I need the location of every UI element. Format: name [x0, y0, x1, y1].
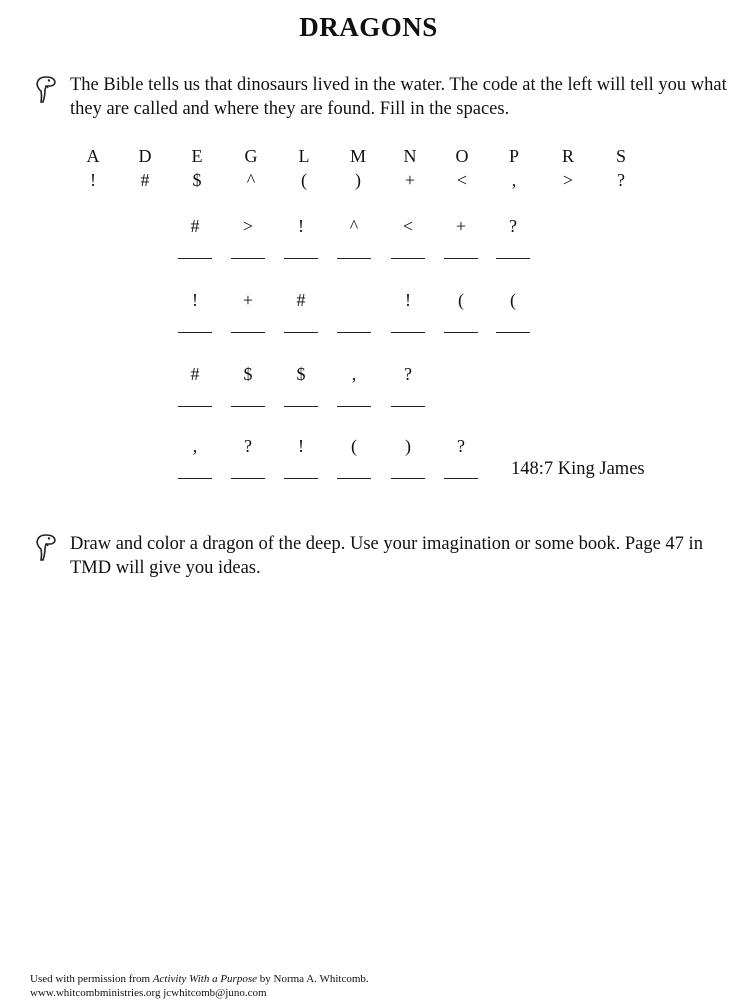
puzzle-symbol: #: [190, 216, 200, 236]
key-letter: G: [244, 146, 258, 166]
answer-blank[interactable]: [391, 406, 425, 407]
answer-blank[interactable]: [337, 406, 371, 407]
answer-blank[interactable]: [231, 406, 265, 407]
key-symbol: >: [562, 170, 574, 190]
answer-blank[interactable]: [284, 478, 318, 479]
key-letter: E: [191, 146, 203, 166]
footer-credit: [30, 973, 369, 986]
footer-suffix: by Norma A. Whitcomb.: [257, 973, 369, 985]
key-letter: N: [403, 146, 417, 166]
answer-blank[interactable]: [231, 258, 265, 259]
key-symbol: !: [90, 170, 96, 190]
key-letter: P: [508, 146, 519, 166]
key-symbol: <: [456, 170, 468, 190]
answer-blank[interactable]: [178, 406, 212, 407]
puzzle-symbol: ,: [351, 364, 357, 384]
puzzle-symbol: (: [351, 436, 357, 456]
answer-blank[interactable]: [284, 332, 318, 333]
key-letter: D: [138, 146, 152, 166]
answer-blank[interactable]: [337, 478, 371, 479]
puzzle-symbol: >: [242, 216, 254, 236]
answer-blank[interactable]: [391, 332, 425, 333]
puzzle-symbol: !: [298, 216, 304, 236]
puzzle-symbol: ?: [509, 216, 517, 236]
answer-blank[interactable]: [337, 332, 371, 333]
key-symbol: ,: [511, 170, 517, 190]
dinosaur-icon: [34, 532, 58, 562]
answer-blank[interactable]: [337, 258, 371, 259]
code-key-symbols: [0, 170, 737, 200]
answer-blank[interactable]: [284, 258, 318, 259]
footer-book-title: Activity With a Purpose: [152, 973, 258, 985]
puzzle-symbol: !: [298, 436, 304, 456]
footer-contact: www.whitcombministries.org jcwhitcomb@juno.com: [30, 987, 267, 999]
puzzle-symbol: ^: [349, 216, 359, 236]
puzzle-symbol: (: [458, 290, 464, 310]
answer-blank[interactable]: [178, 478, 212, 479]
puzzle-symbol: ?: [404, 364, 412, 384]
key-symbol: $: [192, 170, 202, 190]
instruction-draw: Draw and color a dragon of the deep. Use your imagination or some book. Page 47 in TMD will give you ideas.: [70, 534, 703, 578]
puzzle-symbol: #: [296, 290, 306, 310]
footer-prefix: Used with permission from: [30, 973, 153, 985]
key-symbol: ): [355, 170, 361, 190]
puzzle-symbol: +: [242, 290, 254, 310]
key-symbol: ^: [246, 170, 256, 190]
answer-blank[interactable]: [178, 332, 212, 333]
answer-blank[interactable]: [444, 332, 478, 333]
puzzle-symbol: $: [296, 364, 306, 384]
key-letter: A: [86, 146, 100, 166]
puzzle-symbol: (: [510, 290, 516, 310]
key-symbol: #: [140, 170, 150, 190]
puzzle-symbol: ?: [244, 436, 252, 456]
answer-blank[interactable]: [231, 332, 265, 333]
key-letter: M: [349, 146, 366, 166]
key-letter: R: [561, 146, 574, 166]
key-symbol: (: [301, 170, 307, 190]
page-title: DRAGONS: [299, 12, 438, 42]
answer-blank[interactable]: [391, 478, 425, 479]
puzzle-symbol: !: [405, 290, 411, 310]
dinosaur-icon: [34, 74, 58, 104]
key-letter: S: [615, 146, 626, 166]
puzzle-symbol: ,: [192, 436, 198, 456]
puzzle-symbol: !: [192, 290, 198, 310]
answer-blank[interactable]: [496, 258, 530, 259]
puzzle-symbol: ?: [457, 436, 465, 456]
answer-blank[interactable]: [444, 258, 478, 259]
answer-blank[interactable]: [231, 478, 265, 479]
puzzle-symbol: $: [243, 364, 253, 384]
puzzle-symbol: ): [405, 436, 411, 456]
answer-blank[interactable]: [284, 406, 318, 407]
key-letter: O: [455, 146, 469, 166]
key-letter: L: [298, 146, 310, 166]
key-symbol: +: [404, 170, 416, 190]
instruction-code: The Bible tells us that dinosaurs lived in the water. The code at the left will tell you what they are called and where they are found. Fill in the spaces.: [70, 75, 727, 119]
answer-blank[interactable]: [496, 332, 530, 333]
answer-blank[interactable]: [178, 258, 212, 259]
answer-blank[interactable]: [444, 478, 478, 479]
puzzle-symbol: +: [455, 216, 467, 236]
scripture-reference: 148:7 King James: [511, 459, 645, 479]
answer-blank[interactable]: [391, 258, 425, 259]
key-symbol: ?: [617, 170, 625, 190]
puzzle-symbol: #: [190, 364, 200, 384]
puzzle-symbol: <: [402, 216, 414, 236]
